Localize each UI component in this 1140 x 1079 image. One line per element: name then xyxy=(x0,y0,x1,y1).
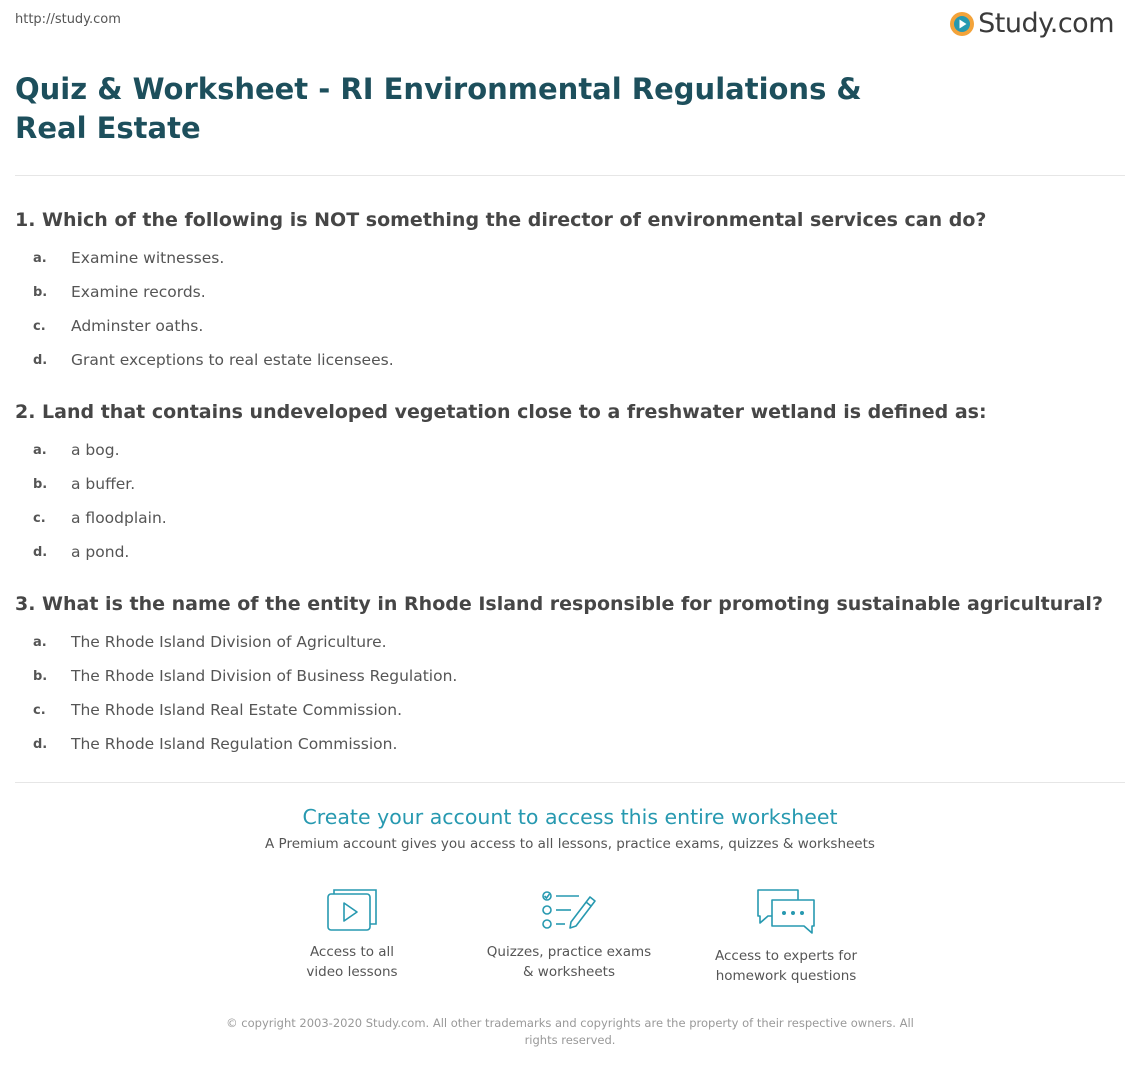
create-account-link[interactable]: Create your account to access this entire worksheet xyxy=(302,805,838,829)
choice-item[interactable] xyxy=(15,433,1125,467)
choice-text: The Rhode Island Regulation Commission. xyxy=(71,735,398,753)
feature-label: Access to all video lessons xyxy=(306,944,398,980)
question-text: 2. Land that contains undeveloped vegetation close to a freshwater wetland is defined as: xyxy=(15,401,987,423)
choice-item[interactable] xyxy=(15,467,1125,501)
question-text: 3. What is the name of the entity in Rhode Island responsible for promoting sustainable agricultural? xyxy=(15,593,1103,615)
feature-quizzes xyxy=(469,888,669,982)
choice-item[interactable] xyxy=(15,659,1125,693)
choice-text: Examine witnesses. xyxy=(71,249,225,267)
choice-item[interactable] xyxy=(15,501,1125,535)
question-text: 1. Which of the following is NOT something the director of environmental services can do? xyxy=(15,209,987,231)
choice-letter: a. xyxy=(33,442,47,458)
choice-letter: a. xyxy=(33,250,47,266)
choice-letter: c. xyxy=(33,318,46,334)
page-title: Quiz & Worksheet - RI Environmental Regulations & Real Estate xyxy=(15,72,862,145)
choice-text: Grant exceptions to real estate licensees. xyxy=(71,351,394,369)
quiz-checklist-icon xyxy=(541,888,597,932)
choice-item[interactable] xyxy=(15,535,1125,569)
choice-text: Examine records. xyxy=(71,283,206,301)
choice-letter: c. xyxy=(33,702,46,718)
study-logo[interactable] xyxy=(949,8,1114,39)
choice-text: a floodplain. xyxy=(71,509,167,527)
play-logo-icon xyxy=(949,11,975,37)
choice-letter: a. xyxy=(33,634,47,650)
feature-label: Access to experts for homework questions xyxy=(714,948,857,984)
choice-letter: d. xyxy=(33,736,48,752)
choice-text: The Rhode Island Real Estate Commission. xyxy=(71,701,403,719)
choice-item[interactable] xyxy=(15,241,1125,275)
divider-bottom xyxy=(15,782,1125,783)
choice-item[interactable] xyxy=(15,727,1125,761)
video-lessons-icon xyxy=(326,888,378,932)
choice-letter: b. xyxy=(33,284,48,300)
cta-subtitle: A Premium account gives you access to all lessons, practice exams, quizzes & worksheets xyxy=(265,836,875,852)
logo-text: Study.com xyxy=(978,8,1114,39)
choice-text: The Rhode Island Division of Business Regulation. xyxy=(71,667,458,685)
choice-item[interactable] xyxy=(15,343,1125,377)
choice-item[interactable] xyxy=(15,309,1125,343)
site-url[interactable]: http://study.com xyxy=(15,12,121,27)
divider-top xyxy=(15,175,1125,176)
feature-label: Quizzes, practice exams & worksheets xyxy=(486,944,652,980)
choice-text: a bog. xyxy=(71,441,120,459)
choice-text: Adminster oaths. xyxy=(71,317,204,335)
choice-text: a pond. xyxy=(71,543,130,561)
choice-letter: c. xyxy=(33,510,46,526)
feature-video-lessons xyxy=(252,888,452,982)
choice-text: a buffer. xyxy=(71,475,136,493)
choice-letter: d. xyxy=(33,544,48,560)
choice-letter: b. xyxy=(33,476,48,492)
choice-letter: b. xyxy=(33,668,48,684)
choice-letter: d. xyxy=(33,352,48,368)
choice-item[interactable] xyxy=(15,275,1125,309)
choice-text: The Rhode Island Division of Agriculture. xyxy=(71,633,387,651)
copyright-text: © copyright 2003-2020 Study.com. All other trademarks and copyrights are the property of their respective owners. All rights reserved. xyxy=(226,1016,914,1047)
question-2 xyxy=(15,399,1125,569)
question-3 xyxy=(15,591,1125,761)
choice-item[interactable] xyxy=(15,625,1125,659)
chat-bubbles-icon xyxy=(754,888,818,936)
feature-experts xyxy=(686,888,886,986)
choice-item[interactable] xyxy=(15,693,1125,727)
question-1 xyxy=(15,207,1125,377)
